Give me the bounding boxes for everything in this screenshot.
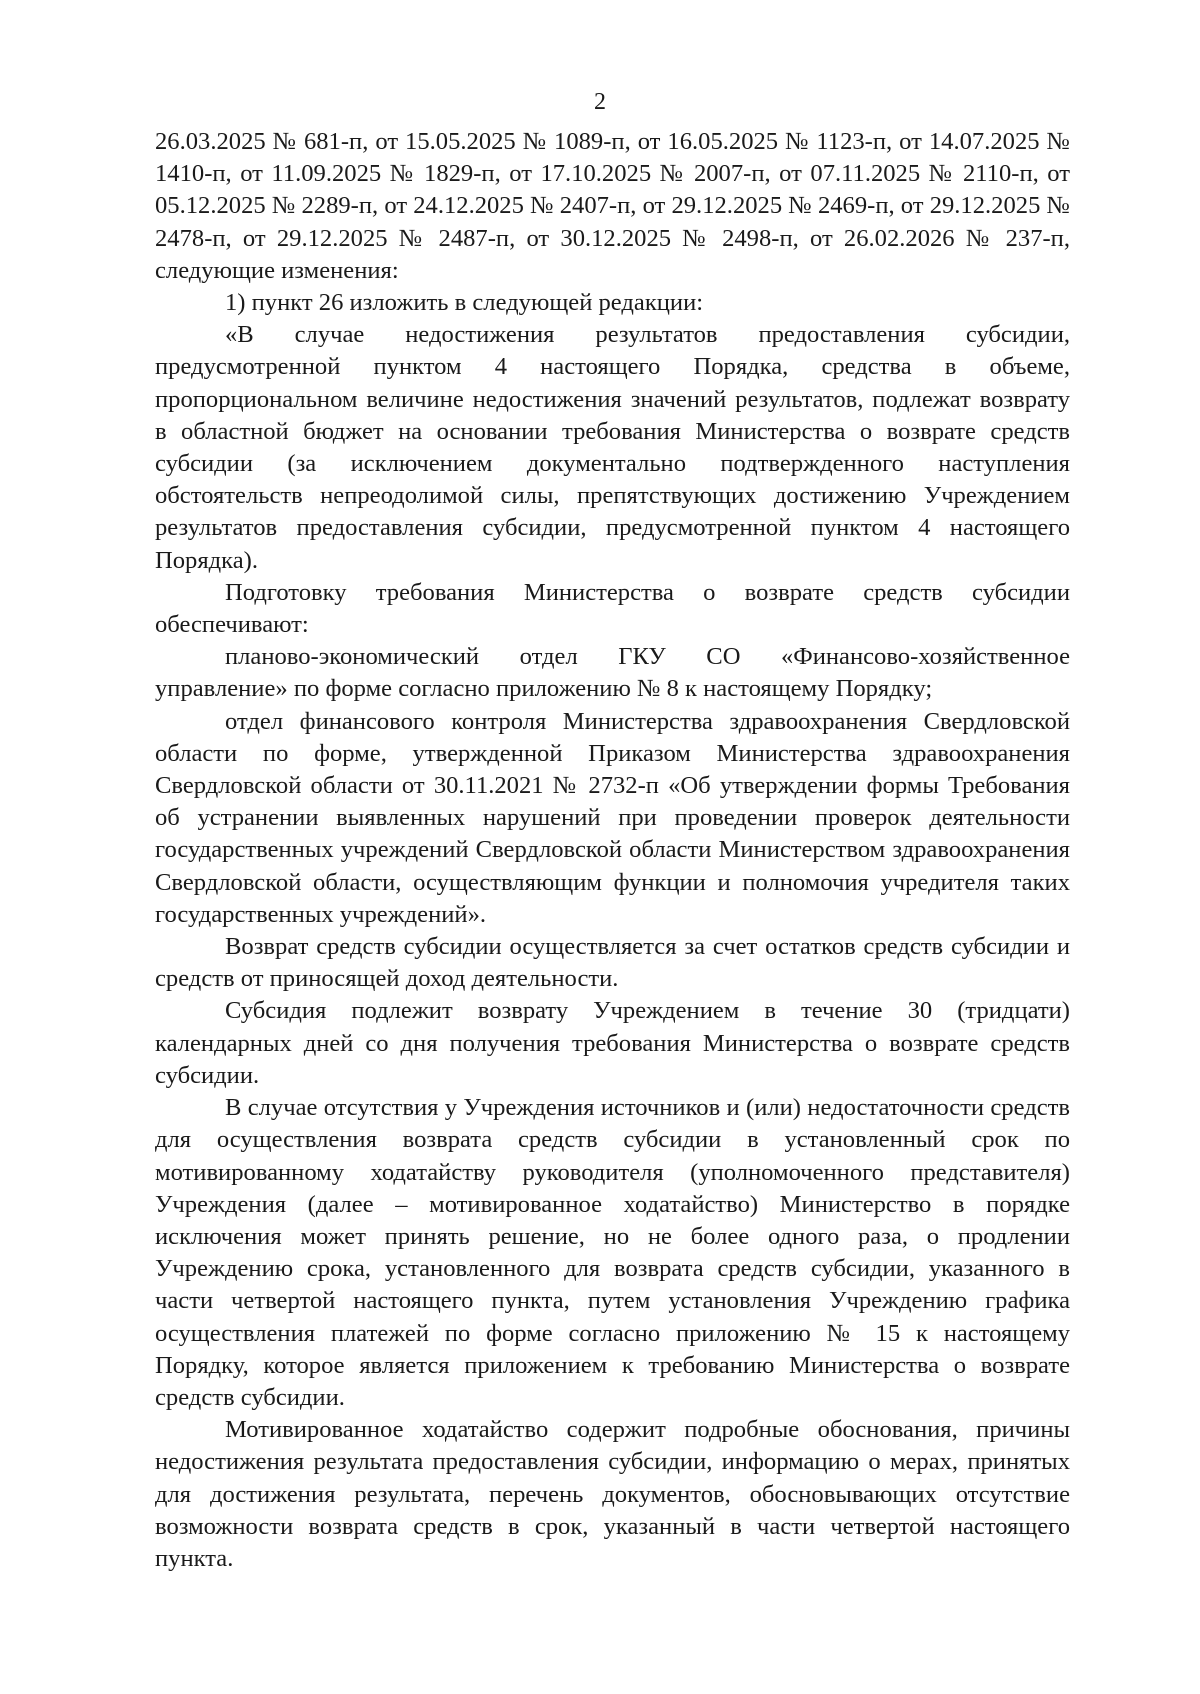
paragraph-refund-source: Возврат средств субсидии осуществляется за счет остатков средств субсидии и средств от приносящей доход деятельности.	[155, 933, 1070, 993]
paragraph-motivated-petition: Мотивированное ходатайство содержит подробные обоснования, причины недостижения результата предоставления субсидии, информацию о мерах, принятых для достижения результата, перечень документов, обосновывающих отсутствие возможности возврата средств в срок, указанный в части четвертой настоящего пункта.	[155, 1416, 1070, 1572]
page-number: 2	[594, 89, 606, 115]
paragraph-item-1: 1) пункт 26 изложить в следующей редакции:	[225, 289, 704, 317]
paragraph-financial-control: отдел финансового контроля Министерства здравоохранения Свердловской области по форме, утвержденной Приказом Министерства здравоохранения Свердловской области от 30.11.2021 № 2732-п «Об утверждении формы Требования об устранении выявленных нарушений при проведении проверок деятельности государственных учреждений Свердловской области Министерством здравоохранения Свердловской области, осуществляющим функции и полномочия учредителя таких государственных учреждений».	[155, 707, 1070, 928]
paragraph-preparation: Подготовку требования Министерства о возврате средств субсидии обеспечивают:	[155, 578, 1070, 639]
paragraph-amendment-list: 26.03.2025 № 681-п, от 15.05.2025 № 1089-п, от 16.05.2025 № 1123-п, от 14.07.2025 № 1410-п, от 11.09.2025 № 1829-п, от 17.10.2025 № 2007-п, от 07.11.2025 № 2110-п, от 05.12.2025 № 2289-п, от 24.12.2025 № 2407-п, от 29.12.2025 № 2469-п, от 29.12.2025 № 2478-п, от 29.12.2025 № 2487-п, от 30.12.2025 № 2498-п, от 26.02.2026 № 237-п, следующие изменения:	[155, 128, 1070, 284]
paragraph-planning-department: планово-экономический отдел ГКУ СО «Финансово-хозяйственное управление» по форме согласно приложению № 8 к настоящему Порядку;	[155, 643, 1070, 703]
paragraph-refund-term: Субсидия подлежит возврату Учреждением в течение 30 (тридцати) календарных дней со дня получения требования Министерства о возврате средств субсидии.	[155, 997, 1070, 1089]
paragraph-extension: В случае отсутствия у Учреждения источников и (или) недостаточности средств для осуществления возврата средств субсидии в установленный срок по мотивированному ходатайству руководителя (уполномоченного представителя) Учреждения (далее – мотивированное ходатайство) Министерство в порядке исключения может принять решение, но не более одного раза, о продлении Учреждению срока, установленного для возврата средств субсидии, указанного в части четвертой настоящего пункта, путем установления Учреждению графика осуществления платежей по форме согласно приложению № 15 к настоящему Порядку, которое является приложением к требованию Министерства о возврате средств субсидии.	[155, 1094, 1070, 1411]
paragraph-clause-26-intro: «В случае недостижения результатов предоставления субсидии, предусмотренной пунктом 4 настоящего Порядка, средства в объеме, пропорциональном величине недостижения значений результатов, подлежат возврату в областной бюджет на основании требования Министерства о возврате средств субсидии (за исключением документально подтвержденного наступления обстоятельств непреодолимой силы, препятствующих достижению Учреждением результатов предоставления субсидии, предусмотренной пунктом 4 настоящего Порядка).	[155, 321, 1070, 574]
document-body	[155, 126, 1070, 1575]
